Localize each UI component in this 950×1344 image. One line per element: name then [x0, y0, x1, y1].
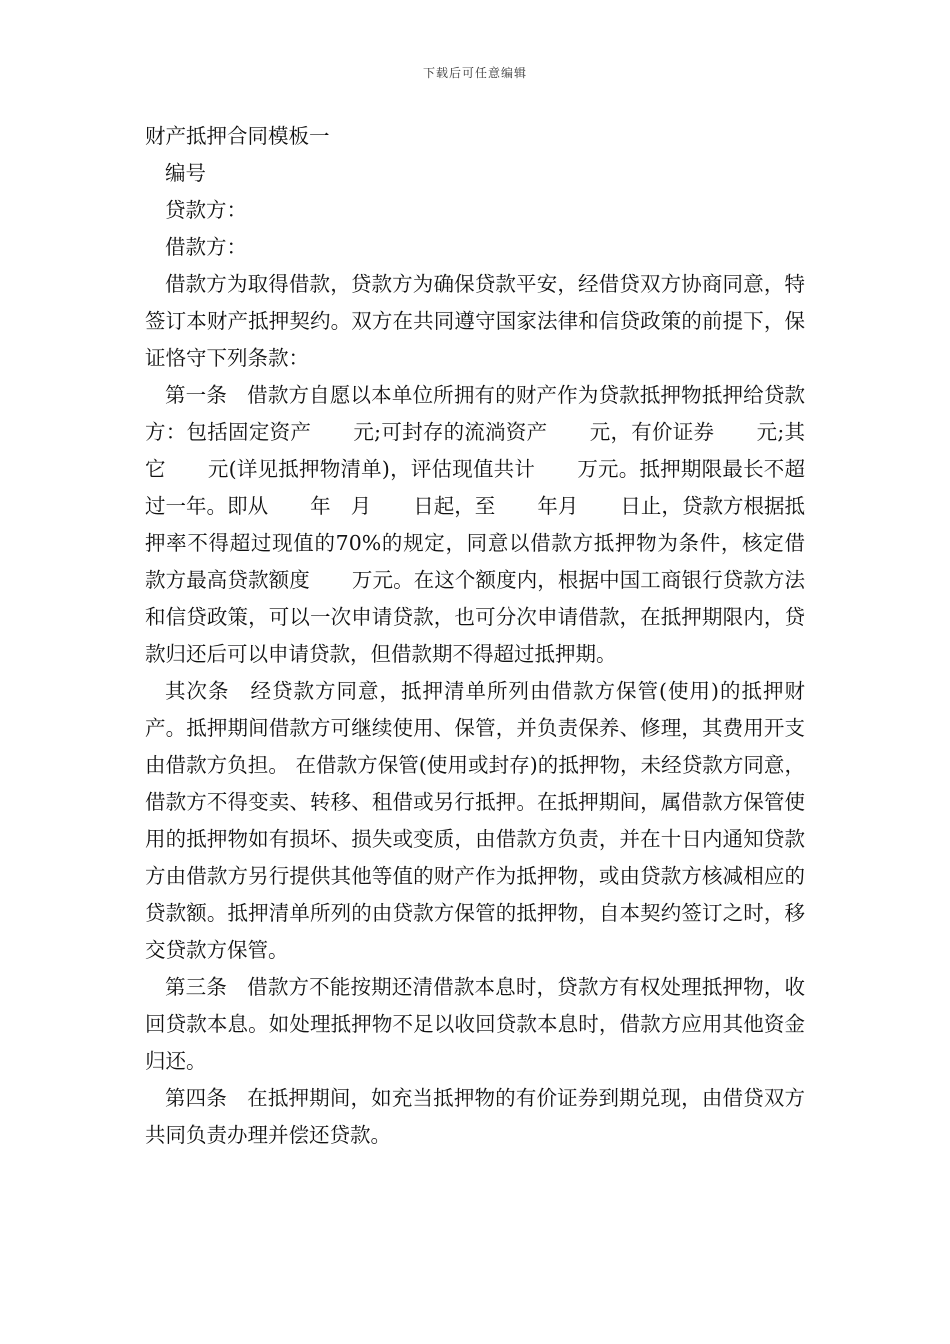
article-1-text-h: 月: [350, 494, 372, 518]
article-1-text-k: 日止，贷款方根据抵押率不得超过现值的70%的规定，同意以借款方抵押物为条件，核定借款方最高贷款额度: [145, 494, 806, 592]
article-1-text-f: 万元。抵押期限最长不超过一年。即从: [145, 457, 806, 518]
article-3-text: 借款方不能按期还清借款本息时，贷款方有权处理抵押物，收回贷款本息。如处理抵押物不足以收回贷款本息时，借款方应用其他资金归还。: [145, 975, 805, 1073]
article-2: [145, 673, 805, 969]
article-3-heading: 第三条: [165, 975, 227, 999]
article-1-text-g: 年: [310, 494, 331, 518]
article-4-heading: 第四条: [165, 1086, 227, 1110]
document-body: [145, 118, 805, 1154]
lender-label: 贷款方：: [165, 198, 247, 222]
article-1: [145, 377, 805, 673]
article-4-text: 在抵押期间，如充当抵押物的有价证券到期兑现，由借贷双方共同负责办理并偿还贷款。: [145, 1086, 805, 1147]
borrower-field: [145, 229, 805, 266]
article-2-text: 经贷款方同意，抵押清单所列由借款方保管(使用)的抵押财产。抵押期间借款方可继续使用、保管，并负责保养、修理，其费用开支由借款方负担。 在借款方保管(使用或封存)的抵押物，未经贷款方同意，借款方不得变卖、转移、租借或另行抵押。在抵押期间，属借款方保管使用的抵押物如有损坏、损失或变质，由借款方负责，并在十日内通知贷款方由借款方另行提供其他等值的财产作为抵押物，或由贷款方核减相应的贷款额。抵押清单所列的由贷款方保管的抵押物，自本契约签订之时，移交贷款方保管。: [145, 679, 805, 962]
preamble-paragraph: 借款方为取得借款，贷款方为确保贷款平安，经借贷双方协商同意，特签订本财产抵押契约。双方在共同遵守国家法律和信贷政策的前提下，保证恪守下列条款：: [145, 272, 805, 370]
article-1-text-l: 万元。在这个额度内，根据中国工商银行贷款方法和信贷政策，可以一次申请贷款，也可分次申请借款，在抵押期限内，贷款归还后可以申请贷款，但借款期不得超过抵押期。: [145, 568, 806, 666]
lender-field: [145, 192, 805, 229]
article-1-text-c: 元，有价证券: [589, 420, 715, 444]
article-3: [145, 969, 805, 1080]
document-title: 财产抵押合同模板一: [145, 124, 330, 148]
article-1-text-j: 年月: [537, 494, 579, 518]
article-1-heading: 第一条: [165, 383, 227, 407]
article-4: [145, 1080, 805, 1154]
article-2-heading: 其次条: [165, 679, 230, 703]
article-1-text-e: 元(详见抵押物清单)，评估现值共计: [207, 457, 536, 481]
article-1-text-b: 元;可封存的流淌资产: [353, 420, 548, 444]
article-1-text-d: 元;其它: [145, 420, 806, 481]
number-label: 编号: [165, 161, 206, 185]
page-header: 下载后可任意编辑: [422, 66, 527, 80]
article-1-text-i: 日起，至: [413, 494, 496, 518]
borrower-label: 借款方：: [165, 235, 247, 259]
number-field: [145, 155, 805, 192]
article-1-text-a: 借款方自愿以本单位所拥有的财产作为贷款抵押物抵押给贷款方：包括固定资产: [145, 383, 805, 444]
